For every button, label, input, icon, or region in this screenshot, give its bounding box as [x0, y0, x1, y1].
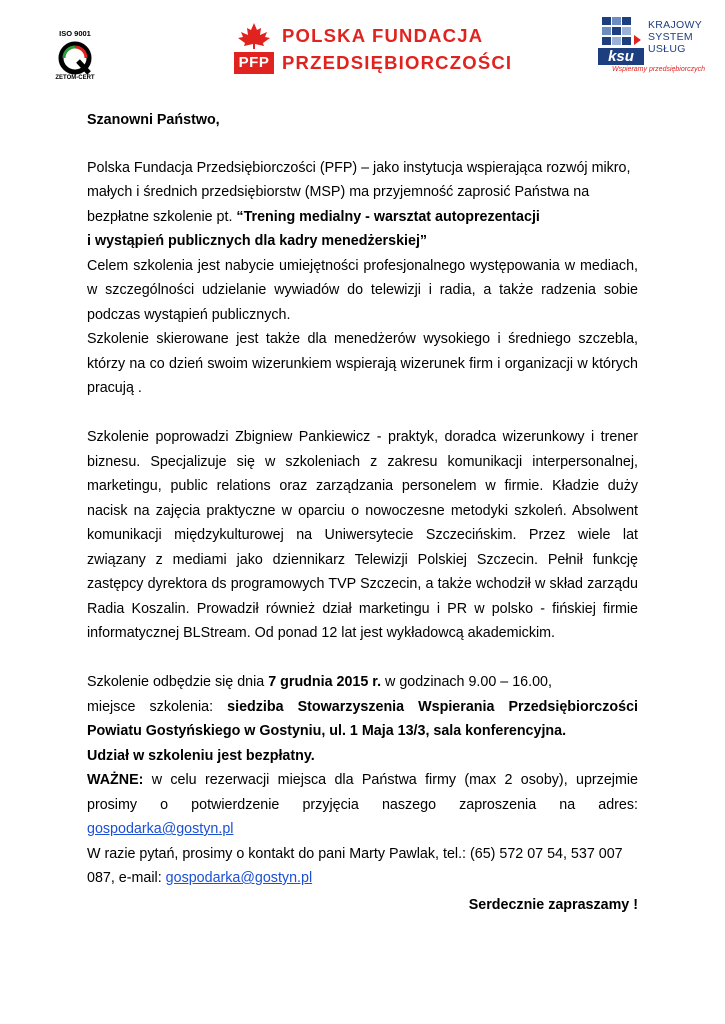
venue-address: siedziba Stowarzyszenia Wspierania Przedsiębiorczości Powiatu Gostyńskiego w Gostyniu, ul. 1 Maja 13/3, sala konferencyjna.	[87, 698, 639, 739]
audience-paragraph: Szkolenie skierowane jest także dla menedżerów wysokiego i średniego szczebla, którzy na co dzień swoim wizerunkiem wspierają wizerunek firm i organizacji w których pracują .	[87, 331, 638, 396]
training-title-line2: i wystąpień publicznych dla kadry menedżerskiej”	[87, 233, 428, 249]
intro-paragraph: Polska Fundacja Przedsiębiorczości (PFP) – jako instytucja wspierająca rozwój mikro, małych i średnich przedsiębiorstw (MSP) ma przyjemność zaprosić Państwa na bezpłatne szkolenie pt. “Trening medialny - warsztat autoprezentacji i wystąpień publicznych dla kadry menedżerskiej”	[87, 159, 631, 249]
ksu-logo	[598, 17, 708, 73]
pfp-name-line1: POLSKA FUNDACJA	[282, 25, 484, 46]
greeting: Szanowni Państwo,	[87, 112, 220, 128]
iso-certification-logo	[50, 30, 100, 82]
certification-q-icon	[58, 41, 92, 75]
venue-paragraph: miejsce szkolenia: siedziba Stowarzyszenia Wspierania Przedsiębiorczości Powiatu Gostyńskiego w Gostyniu, ul. 1 Maja 13/3, sala konferencyjna.	[87, 698, 639, 739]
ksu-grid-icon	[602, 17, 642, 47]
iso-label: ISO 9001	[59, 29, 91, 38]
ksu-tagline: Wspieramy przedsiębiorczych	[612, 66, 705, 73]
important-label: WAŻNE:	[87, 772, 144, 788]
ksu-name: KRAJOWY SYSTEM USŁUG	[648, 19, 703, 55]
training-title-line1: “Trening medialny - warsztat autoprezentacji	[236, 208, 540, 225]
trainer-paragraph: Szkolenie poprowadzi Zbigniew Pankiewicz - praktyk, doradca wizerunkowy i trener biznesu. Specjalizuje się w szkoleniach z zakresu komunikacji interpersonalnej, marketingu, public relations oraz zarządzania personelem w firmie. Kładzie duży nacisk na zajęcia praktyczne w oparciu o nowoczesne metodyki szkoleń. Absolwent komunikacji międzykulturowej na Uniwersytecie Szczecińskim. Przez wiele lat związany z mediami jako dziennikarz Telewizji Polskiej Szczecin. Pełnił funkcję zastępcy dyrektora ds programowych TVP Szczecin, a także wchodził w skład zarządu Radia Koszalin. Prowadził również dział marketingu i PR w polsko - fińskiej firmie informatycznej BLStream. Od ponad 12 lat jest wykładowcą akademickim.	[87, 429, 638, 641]
contact-email-link[interactable]: gospodarka@gostyn.pl	[165, 870, 313, 886]
certifier-label: ZETOM-CERT	[55, 75, 95, 81]
contact-paragraph: W razie pytań, prosimy o kontakt do pani Marty Pawlak, tel.: (65) 572 07 54, 537 007 087, e-mail: gospodarka@gostyn.pl	[87, 845, 623, 886]
free-note: Udział w szkoleniu jest bezpłatny.	[87, 747, 315, 764]
goal-paragraph: Celem szkolenia jest nabycie umiejętności profesjonalnego występowania w mediach, w szczególności udzielanie wywiadów do telewizji i radia, a także radzenia sobie podczas wystąpień publicznych.	[87, 257, 638, 323]
letter-body	[87, 108, 638, 917]
email-link[interactable]: gospodarka@gostyn.pl	[87, 821, 234, 837]
training-date: 7 grudnia 2015 r.	[268, 674, 382, 690]
closing: Serdecznie zapraszamy !	[468, 896, 638, 913]
pfp-logo	[234, 22, 513, 78]
date-line: Szkolenie odbędzie się dnia 7 grudnia 2015 r. w godzinach 9.00 – 16.00,	[87, 674, 552, 690]
pfp-name-line2: PRZEDSIĘBIORCZOŚCI	[282, 52, 513, 73]
important-paragraph: WAŻNE: w celu rezerwacji miejsca dla Państwa firmy (max 2 osoby), uprzejmie prosimy o potwierdzenie przyjęcia naszego zaproszenia na adres: gospodarka@gostyn.pl	[87, 772, 638, 837]
maple-leaf-icon	[234, 22, 274, 50]
ksu-abbreviation: ksu	[598, 48, 644, 65]
pfp-abbreviation: PFP	[234, 52, 274, 74]
